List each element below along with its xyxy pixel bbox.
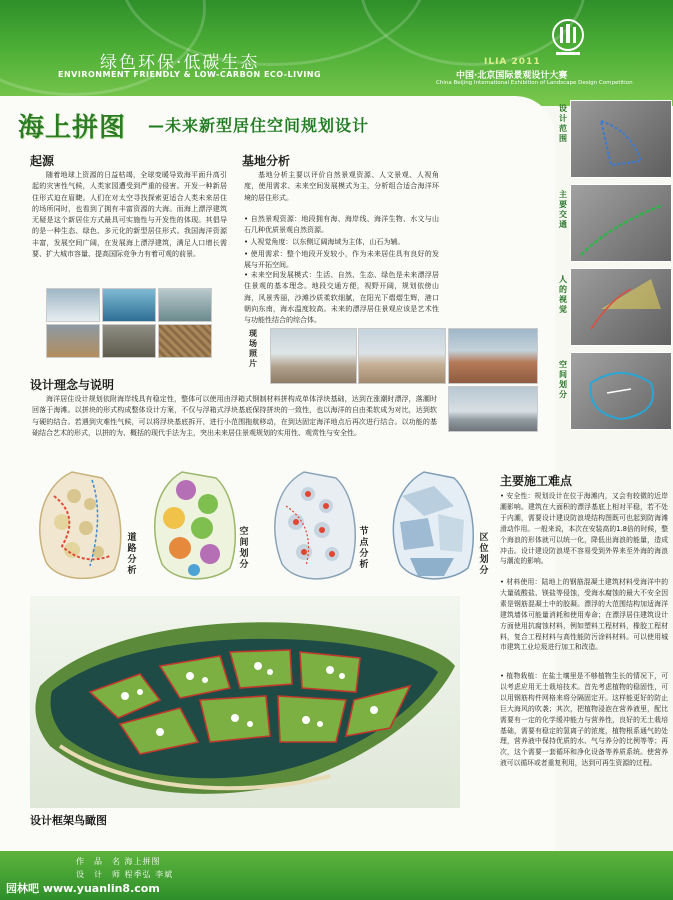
plan-label-node: 节点分析 [359, 527, 369, 570]
page-subtitle: —未来新型居住空间规划设计 [148, 116, 370, 135]
concept-heading: 设计理念与说明 [30, 378, 115, 392]
sidebar-map-vision [570, 268, 672, 346]
origin-photo [158, 324, 212, 358]
sidebar-label-traffic: 主要交通 [559, 190, 567, 229]
origin-photo [158, 288, 212, 322]
work-name-value: 海上拼图 [124, 857, 161, 866]
origin-photo [46, 324, 100, 358]
site-bullet: • 自然景观资源：地段拥有海、海岸线、海洋生物、水文与山石几种优质景观自然资源。 [244, 215, 439, 235]
sidebar-label-scope: 设计范围 [559, 104, 567, 143]
site-heading: 基地分析 [242, 154, 291, 168]
site-photo [270, 328, 357, 384]
site-bullet: • 未来空间发展模式：生活、自然、生态、绿色是未来漂浮居住景观的基本理念。地段交通方便，视野开阔，规划依傍山海，风景秀丽，沙滩沙质柔软细腻，在阳光下熠熠生辉，港口朝向东南，海水温度较高。未来的漂浮居住景观应该是艺术性与功能性结合的综合体。 [244, 271, 439, 325]
node-analysis-plan [266, 466, 362, 586]
site-photo-label: 现场照片 [249, 329, 257, 368]
aerial-view-render [30, 596, 460, 808]
origin-photo [46, 288, 100, 322]
event-code: ILIA 2011 [484, 57, 541, 67]
designer-line [76, 869, 173, 880]
designer-label: 设 计 师 [76, 870, 121, 879]
construction-item-material: • 材料使用：陆地上的钢筋混凝土建筑材料受海洋中的大量硫酸盐、镁盐等侵蚀，受海水腐蚀的最大不安全因素是钢筋混凝土中的胶凝。漂浮的大范围结构加适海洋建筑墙体可能量消耗和使用寿命；在漂浮居住建筑设计方面使用抗腐蚀材料，例如塑料工程材料，橡胶工程材料，复合工程材料与高性能防污涂料材料。可以使用城市建筑工业垃圾进行加工和改造。 [500, 578, 668, 652]
sidebar-map-traffic [570, 184, 672, 262]
page-title: 海上拼图 [18, 113, 127, 143]
site-watermark: 园林吧 www.yuanlin8.com [6, 882, 160, 895]
site-photo [358, 328, 446, 384]
sidebar-map-space [570, 352, 672, 430]
slogan-en: ENVIRONMENT FRIENDLY & LOW-CARBON ECO-LIVING [58, 70, 322, 79]
origin-photo [102, 324, 156, 358]
sidebar-label-vision: 人的视觉 [559, 275, 567, 314]
site-intro: 基地分析主要以评价自然景观资源、人文景观、人视角度，使用需求、未来空间发展模式为主，分析组合适合海洋环境的居住形式。 [244, 171, 439, 202]
event-title-cn: 中国·北京国际景观设计大赛 [456, 71, 568, 81]
plan-label-zoning: 区位划分 [479, 533, 489, 576]
site-photo [448, 386, 538, 432]
event-logo-icon [550, 18, 586, 58]
construction-heading: 主要施工难点 [500, 474, 573, 488]
plan-label-space: 空间划分 [239, 527, 249, 570]
space-division-plan [146, 466, 242, 586]
site-bullet: • 人视觉角度：以东侧辽阔海域为主体，山石为辅。 [244, 238, 405, 246]
aerial-label: 设计框架鸟瞰图 [30, 814, 107, 827]
construction-item-safety: • 安全性：规划设计在位于海滩内，又会有较微的近岸潮影响。建筑在大面积的漂浮基底上相对平稳，若不处于内潮，需要设计建设防浪堤结构图既可也起到防海滩滑动作用。一般来说，本次在安装高的1.8倍的时候，整个海浪的形体就可以统一化，降低出海浪的能量，造成冲击。设计建设防浪堤不容易受到外界来至外海的海浪与潮流的影响。 [500, 492, 668, 566]
designer-value: 程季弘 李斌 [124, 870, 174, 879]
work-name-line [76, 856, 161, 867]
concept-text: 海洋居住设计规划依附海岸线具有稳定性，整体可以使用由浮箱式钢制材料拼构成单体浮块基础，达到在涨潮时漂浮，落潮时回落于海滩。以拼块的形式构成整体设计方案，不仅与浮箱式浮块基底保持拼块的一致性，也以海洋的自由柔软成为对比，达到软与硬的结合。若遇到灾难性气候，可以将浮块基底拆开，进行小范围拖航移动，在到达固定海洋地点后再次进行结合。以功能的基础结合艺术的形式，以拼的为、概括的现代手法为主，突出未来居住景观规划的实用性、观赏性与安全性。 [32, 395, 437, 437]
event-title-en: China Beijing International Exhibition of Landscape Design Competition [436, 80, 633, 86]
work-name-label: 作 品 名 [76, 857, 121, 866]
origin-heading: 起源 [30, 154, 55, 168]
origin-text: 随着地球上资源的日益枯竭，全球变暖导致海平面升高引起的灾害性气候，人类家园遭受到严重的侵害。开发一种新居住形式迫在眉睫。人们在对太空寻找探索更适合人类未来居住的场所同时，也看到了拥有丰富资源的大海。而海上漂浮建筑无疑是这个新居住方式最具可实施性与开发性的体现。其倡导的是一种生态、绿色、多元化的新型居住形式。我国海洋资源丰富，发展空间广阔，在发展海上漂浮建筑，满足人口增长需要、扩大城市容量、提高国际竞争力有着可观的前景。 [32, 171, 227, 259]
road-analysis-plan [32, 466, 128, 586]
construction-item-planting: • 植物栽植：在盐土壤里是不够植物生长的情况下，可以考虑应用无土栽培技术。首先考虑植物的稳固性，可以用钢筋构件网格来将分隔固定开。这样能更好的防止巨大海风的吹袭；其次，把植物浸泡在营养液里，配比需要有一定的化学缓冲能力与营养性，良好的无土栽培基础，需要有稳定的氢离子的浓度，植物根系通气的处理，营养液中保持优质的水、气与养分的比例等等；再次，这个需要一套循环和净化设备等养质系统。使营养液可以循环或者重复利用，达到可再生资源的过程。 [500, 672, 668, 768]
sidebar-label-space: 空间划分 [559, 360, 567, 399]
slogan-cn: 绿色环保·低碳生态 [100, 53, 260, 73]
header-banner [0, 0, 673, 106]
site-photo [448, 328, 538, 384]
origin-photo [102, 288, 156, 322]
sidebar-map-scope [570, 100, 672, 178]
site-bullet: • 使用需求：整个地段开发较小，作为未来居住具有良好的发展与开拓空间。 [244, 250, 439, 270]
zoning-plan [384, 466, 480, 586]
plan-label-road: 道路分析 [127, 533, 137, 576]
